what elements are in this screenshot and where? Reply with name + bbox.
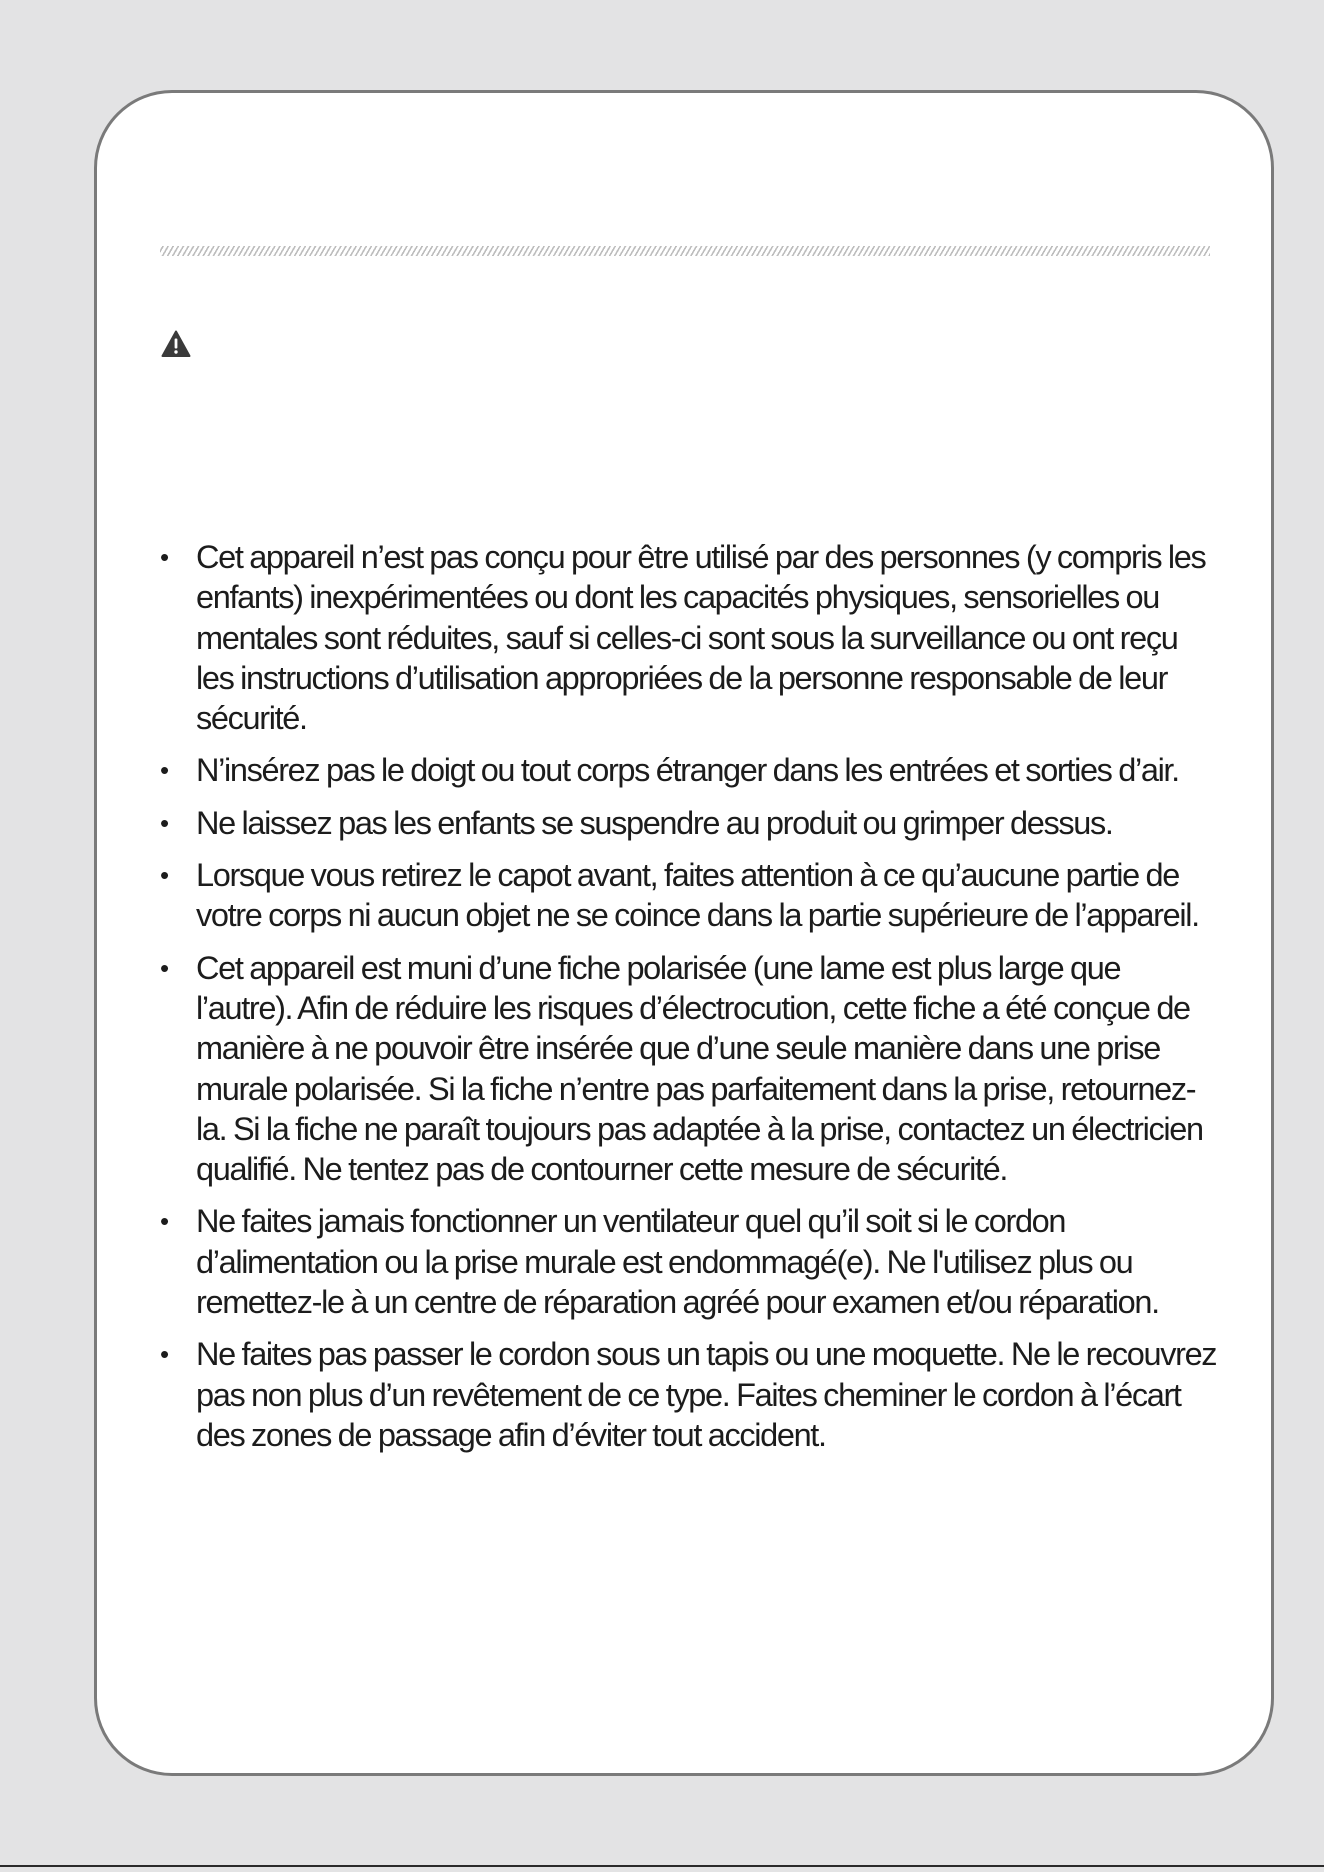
list-item-text: N’insérez pas le doigt ou tout corps étranger dans les entrées et sorties d’air.: [196, 752, 1179, 789]
safety-instructions-list: [160, 537, 1220, 1467]
list-item: [160, 750, 1220, 790]
hatched-divider: [160, 246, 1210, 256]
list-item: [160, 1334, 1220, 1455]
list-item: [160, 537, 1220, 738]
bullet-icon: •: [160, 755, 168, 786]
list-item: [160, 948, 1220, 1190]
list-item-text: Ne laissez pas les enfants se suspendre au produit ou grimper dessus.: [196, 804, 1113, 841]
list-item-text: Cet appareil est muni d’une fiche polarisée (une lame est plus large que l’autre). Afin de réduire les risques d’électrocution, cette fiche a été conçue de manière à ne pouvoir être insérée que d’une seule manière dans une prise murale polarisée. Si la fiche n’entre pas parfaitement dans la prise, retournez-la. Si la fiche ne paraît toujours pas adaptée à la prise, contactez un électricien qualifié. Ne tentez pas de contourner cette mesure de sécurité.: [196, 949, 1203, 1188]
bullet-icon: •: [160, 1339, 168, 1370]
bullet-icon: •: [160, 1206, 168, 1237]
list-item: [160, 1201, 1220, 1322]
list-item-text: Ne faites jamais fonctionner un ventilateur quel qu’il soit si le cordon d’alimentation ou la prise murale est endommagé(e). Ne l'utilisez plus ou remettez-le à un centre de réparation agréé pour examen et/ou réparation.: [196, 1203, 1159, 1321]
bullet-icon: •: [160, 860, 168, 891]
list-item-text: Ne faites pas passer le cordon sous un tapis ou une moquette. Ne le recouvrez pas non plus d’un revêtement de ce type. Faites cheminer le cordon à l’écart des zones de passage afin d’éviter tout accident.: [196, 1336, 1217, 1453]
footer-rule: [0, 1865, 1324, 1867]
list-item-text: Cet appareil n’est pas conçu pour être utilisé par des personnes (y compris les enfants) inexpérimentées ou dont les capacités physiques, sensorielles ou mentales sont réduites, sauf si celles-ci sont sous la surveillance ou ont reçu les instructions d’utilisation appropriées de la personne responsable de leur sécurité.: [196, 539, 1206, 737]
bullet-icon: •: [160, 952, 168, 983]
list-item: [160, 803, 1220, 843]
list-item-text: Lorsque vous retirez le capot avant, faites attention à ce qu’aucune partie de votre corps ni aucun objet ne se coince dans la partie supérieure de l’appareil.: [196, 857, 1199, 934]
warning-triangle-icon: [161, 330, 191, 358]
bullet-icon: •: [160, 542, 168, 572]
bullet-icon: •: [160, 807, 168, 838]
list-item: [160, 855, 1220, 936]
